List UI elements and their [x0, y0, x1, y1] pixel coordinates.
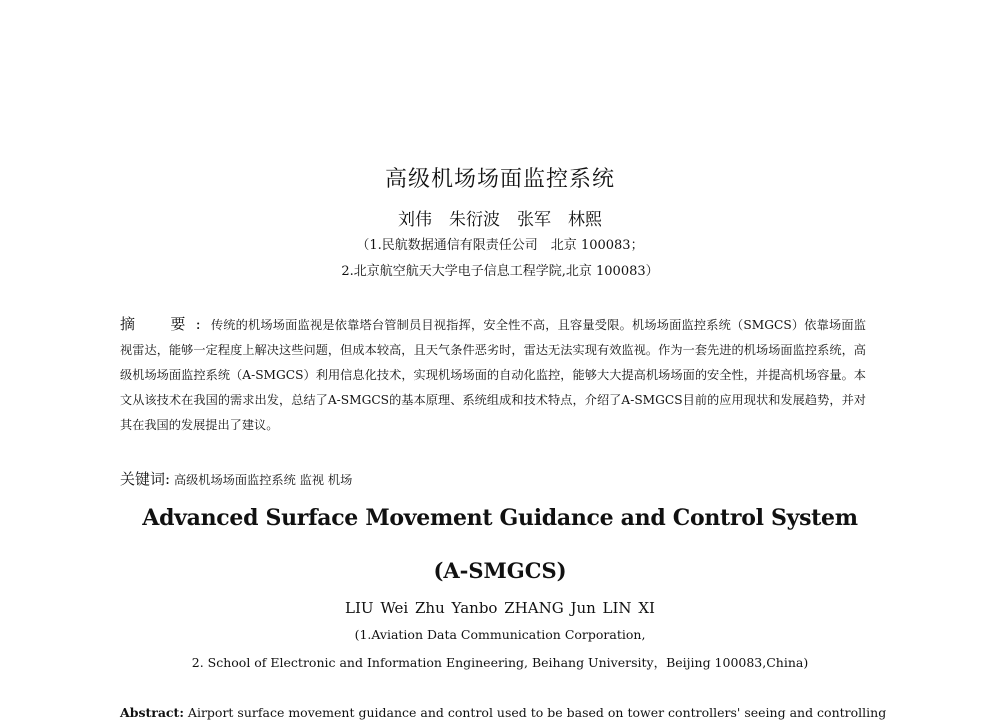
- affiliation-chinese-line-2: 2.北京航空航天大学电子信息工程学院,北京 100083）: [341, 264, 659, 279]
- affiliation-english-line-2: 2. School of Electronic and Information Engineering, Beihang University，Beijing 100083,China): [191, 655, 809, 670]
- keywords-chinese: [120, 468, 352, 489]
- keywords-chinese-label: 关键词:: [120, 470, 171, 488]
- abstract-chinese-text: 传统的机场场面监视是依靠塔台管制员目视指挥，安全性不高，且容量受限。机场场面监控系统（SMGCS）依靠场面监视雷达，能够一定程度上解决这些问题，但成本较高，且天气条件恶劣时，雷达无法实现有效监视。作为一套先进的机场场面监控系统，高级机场场面监控系统（A-SMGCS）利用信息化技术，实现机场场面的自动化监控，能够大大提高机场场面的安全性，并提高机场容量。本文从该技术在我国的需求出发，总结了A-SMGCS的基本原理、系统组成和技术特点，介绍了A-SMGCS目前的应用现状和发展趋势，并对其在我国的发展提出了建议。: [120, 318, 866, 432]
- paper-title-chinese: 高级机场场面监控系统: [384, 167, 615, 192]
- abstract-english-text: Airport surface movement guidance and control used to be based on tower controllers' seeing and controlling: [187, 705, 887, 720]
- authors-english: LIU Wei Zhu Yanbo ZHANG Jun LIN XI: [345, 599, 655, 617]
- paper-title-english-line-2: (A-SMGCS): [433, 558, 567, 583]
- affiliation-english-line-1: (1.Aviation Data Communication Corporation,: [354, 627, 646, 642]
- authors-chinese: 刘伟 朱衍波 张军 林熙: [398, 210, 602, 230]
- keywords-chinese-text: 高级机场场面监控系统 监视 机场: [173, 473, 353, 487]
- paper-title-english-line-1: Advanced Surface Movement Guidance and Control System: [142, 505, 858, 531]
- abstract-chinese: [120, 312, 866, 438]
- affiliation-chinese-line-1: （1.民航数据通信有限责任公司 北京 100083；: [356, 238, 644, 253]
- abstract-english: [120, 705, 886, 720]
- abstract-english-label: Abstract:: [120, 705, 184, 720]
- abstract-chinese-label: 摘 要:: [120, 315, 211, 333]
